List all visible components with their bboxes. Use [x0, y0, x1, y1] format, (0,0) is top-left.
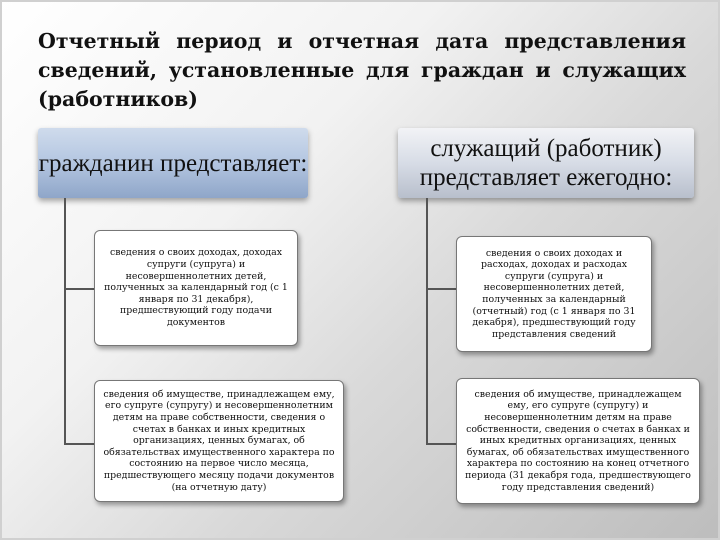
- citizen-income-box: [94, 230, 298, 346]
- header-citizen: [38, 128, 308, 198]
- slide-title: Отчетный период и отчетная дата представления сведений, установленные для граждан и служащих (работников): [38, 29, 686, 111]
- left-branch-connector-2: [64, 443, 94, 445]
- right-branch-connector-2: [426, 443, 456, 445]
- right-vertical-connector: [426, 198, 428, 444]
- left-vertical-connector: [64, 198, 66, 444]
- header-employee: [398, 128, 694, 198]
- citizen-income-text: сведения о своих доходах, доходах супруги (супруга) и несовершеннолетних детей, полученных за календарный год (с 1 января по 31 декабря), предшествующий году подачи документов: [104, 247, 288, 328]
- employee-property-text: сведения об имуществе, принадлежащем ему, его супруге (супругу) и несовершеннолетним детям на праве собственности, сведения о счетах в банках и иных кредитных организациях, ценных бумагах, об обязательствах имущественного характера по состоянию на конец отчетного периода (31 декабря года, предшествующего году представления сведений): [465, 388, 691, 493]
- left-branch-connector-1: [64, 288, 94, 290]
- header-citizen-label: гражданин представляет:: [38, 149, 308, 177]
- employee-income-box: [456, 236, 652, 352]
- header-employee-label: служащий (работник) представляет ежегодно:: [419, 135, 673, 191]
- citizen-property-box: [94, 380, 344, 502]
- employee-income-text: сведения о своих доходах и расходах, доходах и расходах супруги (супруга) и несовершеннолетних детей, полученных за календарный (отчетный) год (с 1 января по 31 декабря), предшествующий году представления сведений: [472, 247, 636, 340]
- citizen-property-text: сведения об имуществе, принадлежащем ему, его супруге (супругу) и несовершеннолетним детям на праве собственности, сведения о счетах в банках и иных кредитных организациях, ценных бумагах, об обязательствах имущественного характера по состоянию на первое число месяца, предшествующего месяцу подачи документов (на отчетную дату): [103, 388, 335, 493]
- right-branch-connector-1: [426, 288, 456, 290]
- employee-property-box: [456, 378, 700, 504]
